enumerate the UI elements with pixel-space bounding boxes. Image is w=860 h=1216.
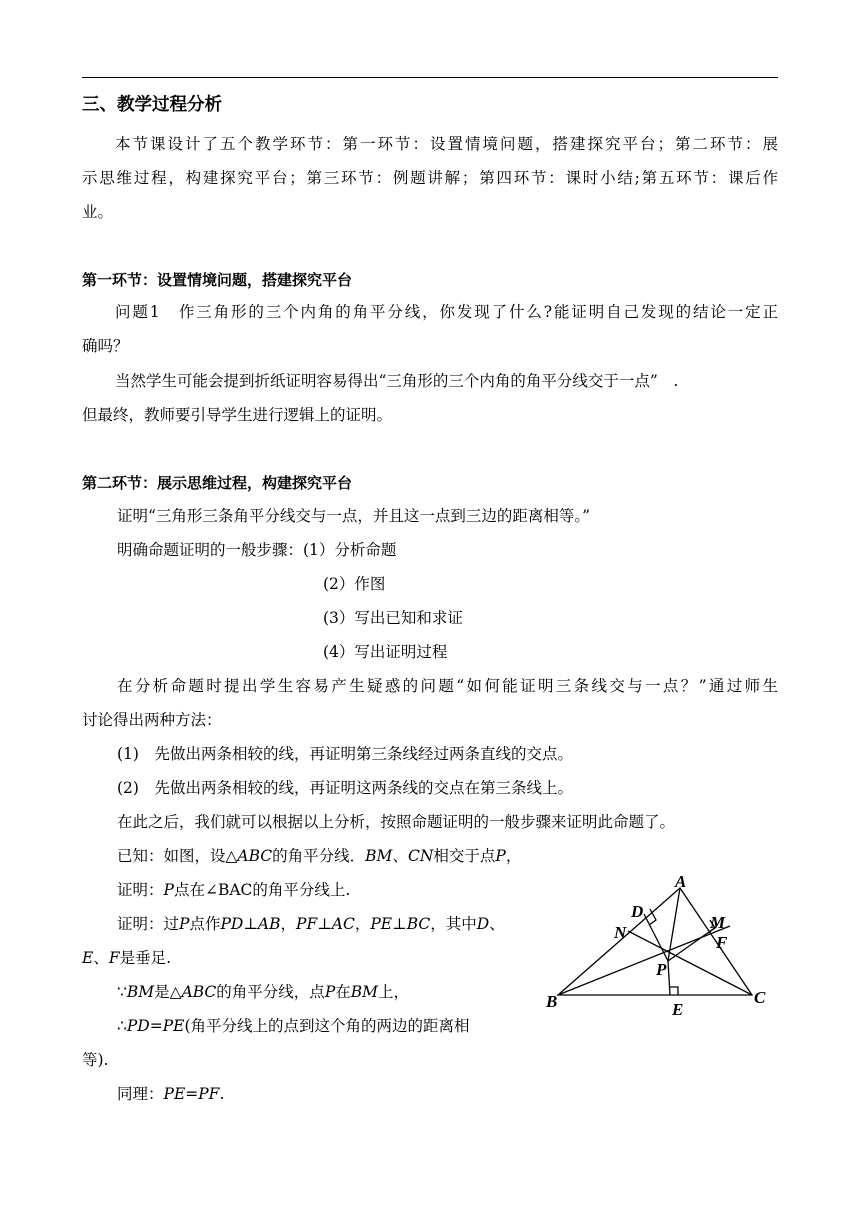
intro-paragraph [82, 134, 778, 154]
known-statement: 已知：如图，设△ABC的角平分线．BM、CN相交于点P， [117, 847, 522, 865]
analysis-line-2: 讨论得出两种方法： [82, 711, 222, 729]
similarly-line: 同理：PE=PF. [117, 1085, 225, 1103]
analysis-wrap [82, 676, 778, 696]
method-2: (2) 先做出两条相较的线，再证明这两条线的交点在第三条线上。 [117, 779, 573, 797]
label-d: D [631, 902, 644, 921]
stage2-heading: 第二环节：展示思维过程，构建探究平台 [82, 474, 353, 492]
method-1: (1) 先做出两条相较的线，再证明第三条线经过两条直线的交点。 [117, 745, 573, 763]
label-a: A [675, 872, 687, 891]
after-analysis: 在此之后，我们就可以根据以上分析，按照命题证明的一般步骤来证明此命题了。 [117, 813, 676, 831]
label-c: C [754, 988, 766, 1007]
perp-pe [668, 961, 670, 995]
step-2: (2）作图 [323, 575, 386, 593]
intro-line-2: 示思维过程，构建探究平台；第三环节：例题讲解；第四环节：课时小结;第五环节：课后作 [82, 169, 778, 187]
steps-intro: 明确命题证明的一般步骤：(1）分析命题 [117, 541, 397, 559]
stage1-paragraph-line-2: 但最终，教师要引导学生进行逻辑上的证明。 [82, 406, 393, 424]
stage1-question-wrap [82, 302, 778, 322]
proof-line-2: E、F是垂足. [82, 949, 172, 967]
stage1-heading: 第一环节：设置情境问题，搭建探究平台 [82, 271, 353, 289]
intro-line-2-wrap [82, 168, 778, 188]
section-title: 三、教学过程分析 [82, 95, 222, 115]
bisector-bm [558, 926, 730, 995]
label-f: F [716, 933, 728, 952]
stage1-paragraph-line-1: 当然学生可能会提到折纸证明容易得出“三角形的三个内角的角平分线交于一点” . [115, 372, 679, 390]
proof-line-1: 证明：过P点作PD⊥AB，PF⊥AC，PE⊥BC，其中D、 [117, 915, 505, 933]
header-rule [82, 77, 778, 78]
label-b: B [546, 992, 558, 1011]
to-prove-statement: 证明：P点在∠BAC的角平分线上. [117, 881, 351, 899]
bisector-cn [628, 931, 752, 995]
therefore-line-2: 等). [82, 1051, 109, 1069]
since-line: ∵BM是△ABC的角平分线，点P在BM上， [117, 983, 410, 1001]
label-p: P [656, 960, 667, 979]
step-3: (3）写出已知和求证 [323, 609, 463, 627]
stage1-question-line-1: 问题1 作三角形的三个内角的角平分线，你发现了什么?能证明自己发现的结论一定正 [115, 303, 778, 321]
triangle-figure [540, 868, 780, 1020]
segment-ap [668, 888, 680, 961]
right-angle-e [670, 987, 678, 995]
analysis-line-1: 在分析命题时提出学生容易产生疑惑的问题“如何能证明三条线交与一点？”通过师生 [117, 677, 778, 695]
intro-line-1: 本节课设计了五个教学环节：第一环节：设置情境问题，搭建探究平台；第二环节：展 [115, 135, 778, 153]
therefore-line: ∴PD=PE(角平分线上的点到这个角的两边的距离相 [117, 1017, 470, 1035]
label-e: E [672, 1000, 684, 1019]
stage1-question-line-2: 确吗？ [82, 337, 129, 355]
perp-pd [644, 914, 668, 961]
step-4: (4）写出证明过程 [323, 643, 448, 661]
intro-line-3: 业。 [82, 203, 114, 221]
label-n: N [614, 923, 627, 942]
stage2-claim: 证明“三角形三条角平分线交与一点，并且这一点到三边的距离相等。” [117, 507, 591, 525]
label-m: M [710, 913, 726, 932]
